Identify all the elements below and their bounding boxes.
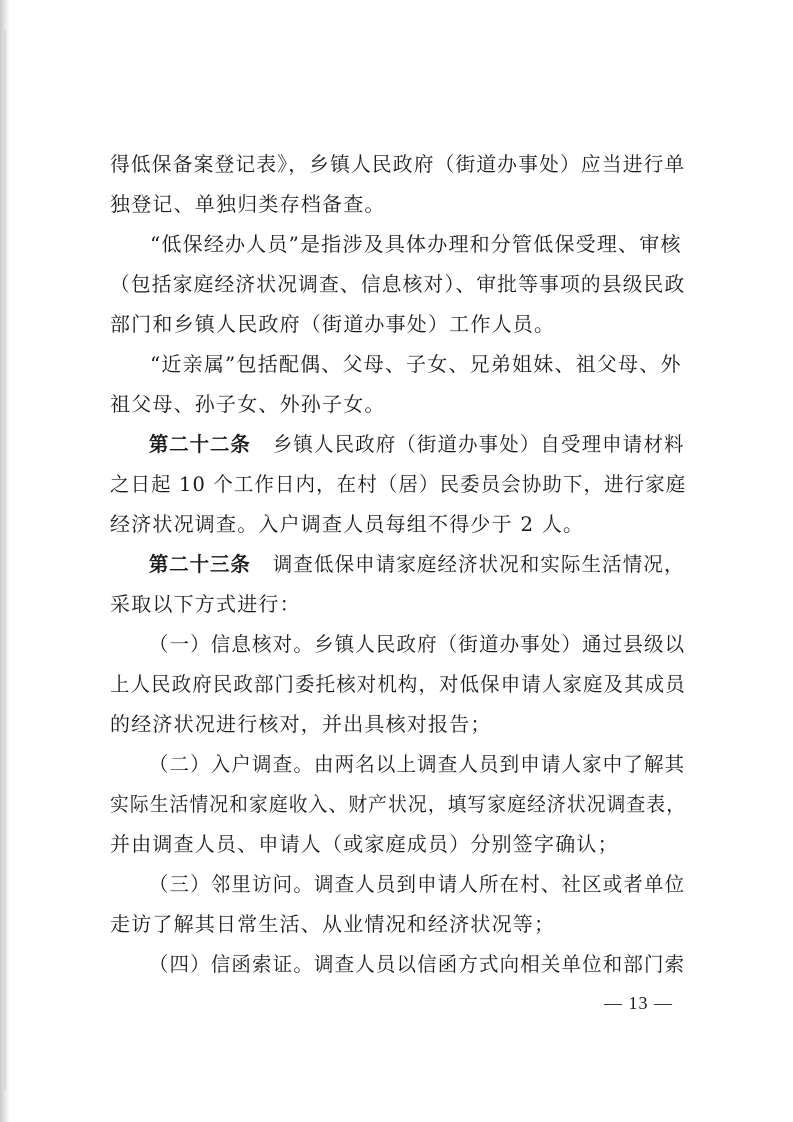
- article-heading-line: 第二十三条 调查低保申请家庭经济状况和实际生活情况，: [148, 552, 685, 576]
- text-line: 经济状况调查。入户调查人员每组不得少于 2 人。: [110, 512, 585, 536]
- text-line: 的经济状况进行核对，并出具核对报告；: [110, 712, 492, 736]
- text-line: 上人民政府民政部门委托核对机构，对低保申请人家庭及其成员: [110, 672, 686, 696]
- text-line: 部门和乡镇人民政府（街道办事处）工作人员。: [110, 312, 556, 336]
- text-line: 独登记、单独归类存档备查。: [110, 192, 386, 216]
- text-line: 之日起 10 个工作日内，在村（居）民委员会协助下，进行家庭: [110, 472, 687, 496]
- text-line: （包括家庭经济状况调查、信息核对）、审批等事项的县级民政: [110, 272, 686, 296]
- article-number: 第二十二条: [148, 432, 251, 456]
- text-line: 采取以下方式进行：: [110, 592, 301, 616]
- text-line: （二）入户调查。由两名以上调查人员到申请人家中了解其: [148, 752, 686, 776]
- text-line: “低保经办人员”是指涉及具体办理和分管低保受理、审核: [150, 232, 682, 256]
- article-number: 第二十三条: [148, 552, 251, 576]
- text-line: （三）邻里访问。调查人员到申请人所在村、社区或者单位: [148, 872, 686, 896]
- text-line: 走访了解其日常生活、从业情况和经济状况等；: [110, 912, 556, 936]
- text-line: “近亲属”包括配偶、父母、子女、兄弟姐妹、祖父母、外: [150, 352, 682, 376]
- text-line: 实际生活情况和家庭收入、财产状况，填写家庭经济状况调查表，: [110, 792, 687, 816]
- document-body: [110, 152, 686, 992]
- text-line: （四）信函索证。调查人员以信函方式向相关单位和部门索: [148, 952, 686, 976]
- text-line: （一）信息核对。乡镇人民政府（街道办事处）通过县级以: [148, 632, 686, 656]
- article-heading-line: 第二十二条 乡镇人民政府（街道办事处）自受理申请材料: [148, 432, 685, 456]
- text-line: 得低保备案登记表》，乡镇人民政府（街道办事处）应当进行单: [110, 152, 686, 176]
- text-line: 并由调查人员、申请人（或家庭成员）分别签字确认；: [110, 832, 619, 856]
- scan-binding-mark: [4, 30, 6, 1090]
- text-line: 祖父母、孙子女、外孙子女。: [110, 392, 386, 416]
- page-number: — 13 —: [604, 993, 673, 1013]
